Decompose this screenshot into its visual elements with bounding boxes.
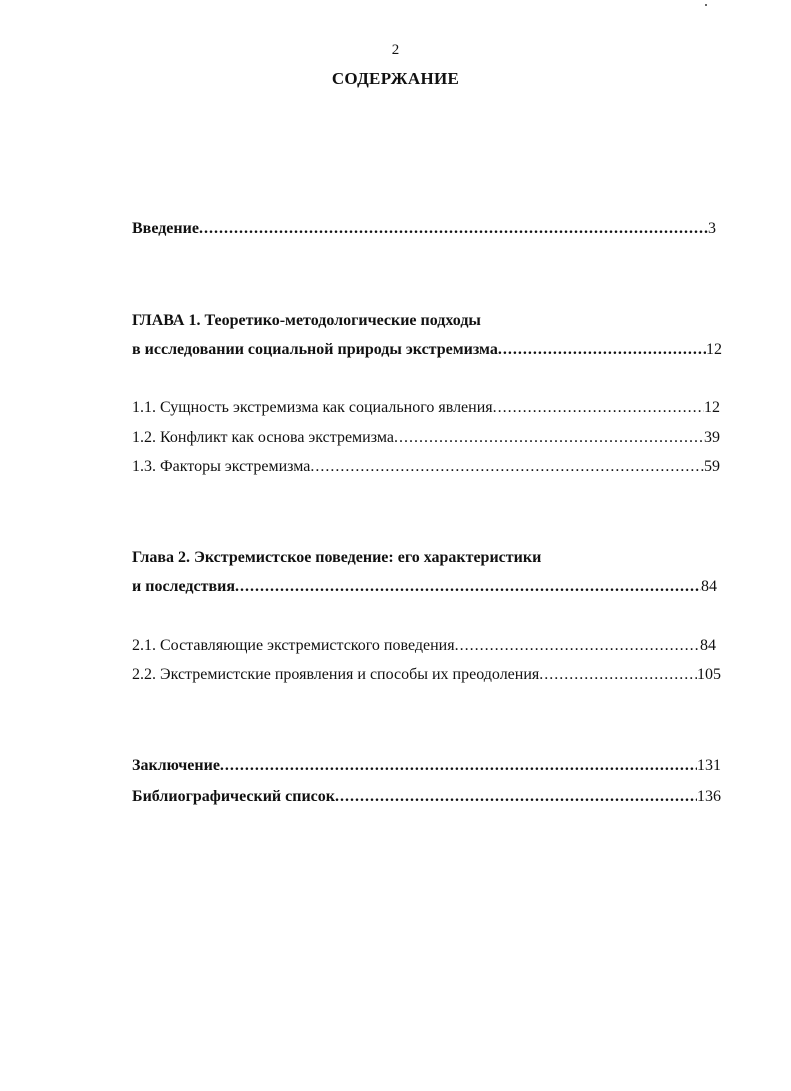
toc-entry-label: 1.1. Сущность экстремизма как социального явления xyxy=(132,399,493,416)
toc-entry-intro[interactable] xyxy=(132,219,716,239)
chapter-2-heading: Глава 2. Экстремистское поведение: его характеристики xyxy=(132,549,542,566)
toc-entry-page: 12 xyxy=(704,399,720,416)
toc-entry-label: Заключение xyxy=(132,757,220,774)
scan-artifact xyxy=(705,4,707,6)
leader-dots xyxy=(394,428,704,448)
toc-entry-page: 105 xyxy=(697,666,721,683)
leader-dots xyxy=(498,340,706,360)
leader-dots xyxy=(199,219,708,239)
toc-entry-page: 136 xyxy=(697,788,721,805)
leader-dots xyxy=(310,457,704,477)
toc-entry-bibliography[interactable] xyxy=(132,787,721,807)
page-number: 2 xyxy=(391,42,400,58)
toc-entry-label: 1.3. Факторы экстремизма xyxy=(132,458,311,475)
toc-entry-page: 84 xyxy=(701,578,717,595)
leader-dots xyxy=(235,577,701,597)
toc-entry-conclusion[interactable] xyxy=(132,756,721,776)
toc-entry-label: и последствия xyxy=(132,578,235,595)
page-title: СОДЕРЖАНИЕ xyxy=(331,69,460,88)
toc-entry-section-1-3[interactable] xyxy=(132,457,720,477)
toc-entry-section-2-1[interactable] xyxy=(132,636,716,656)
toc-entry-label: 2.1. Составляющие экстремистского поведения xyxy=(132,637,455,654)
toc-entry-page: 3 xyxy=(708,220,716,237)
toc-entry-label: в исследовании социальной природы экстремизма xyxy=(132,341,498,358)
toc-entry-label: 2.2. Экстремистские проявления и способы их преодоления xyxy=(132,666,540,683)
toc-entry-page: 59 xyxy=(704,458,720,475)
toc-entry-section-1-2[interactable] xyxy=(132,428,720,448)
leader-dots xyxy=(220,756,697,776)
toc-entry-label: Библиографический список xyxy=(132,788,335,805)
toc-entry-label: 1.2. Конфликт как основа экстремизма xyxy=(132,429,394,446)
toc-entry-section-2-2[interactable] xyxy=(132,665,721,685)
toc-entry-label: Введение xyxy=(132,220,199,237)
toc-entry-page: 39 xyxy=(704,429,720,446)
leader-dots xyxy=(335,787,697,807)
toc-entry-section-1-1[interactable] xyxy=(132,398,720,418)
leader-dots xyxy=(539,665,697,685)
toc-entry-chapter-2[interactable] xyxy=(132,577,717,597)
toc-entry-page: 131 xyxy=(697,757,721,774)
toc-entry-chapter-1[interactable] xyxy=(132,340,722,360)
chapter-1-heading: ГЛАВА 1. Теоретико-методологические подходы xyxy=(132,312,481,329)
toc-entry-page: 84 xyxy=(700,637,716,654)
toc-entry-page: 12 xyxy=(706,341,722,358)
leader-dots xyxy=(493,398,704,418)
leader-dots xyxy=(455,636,700,656)
